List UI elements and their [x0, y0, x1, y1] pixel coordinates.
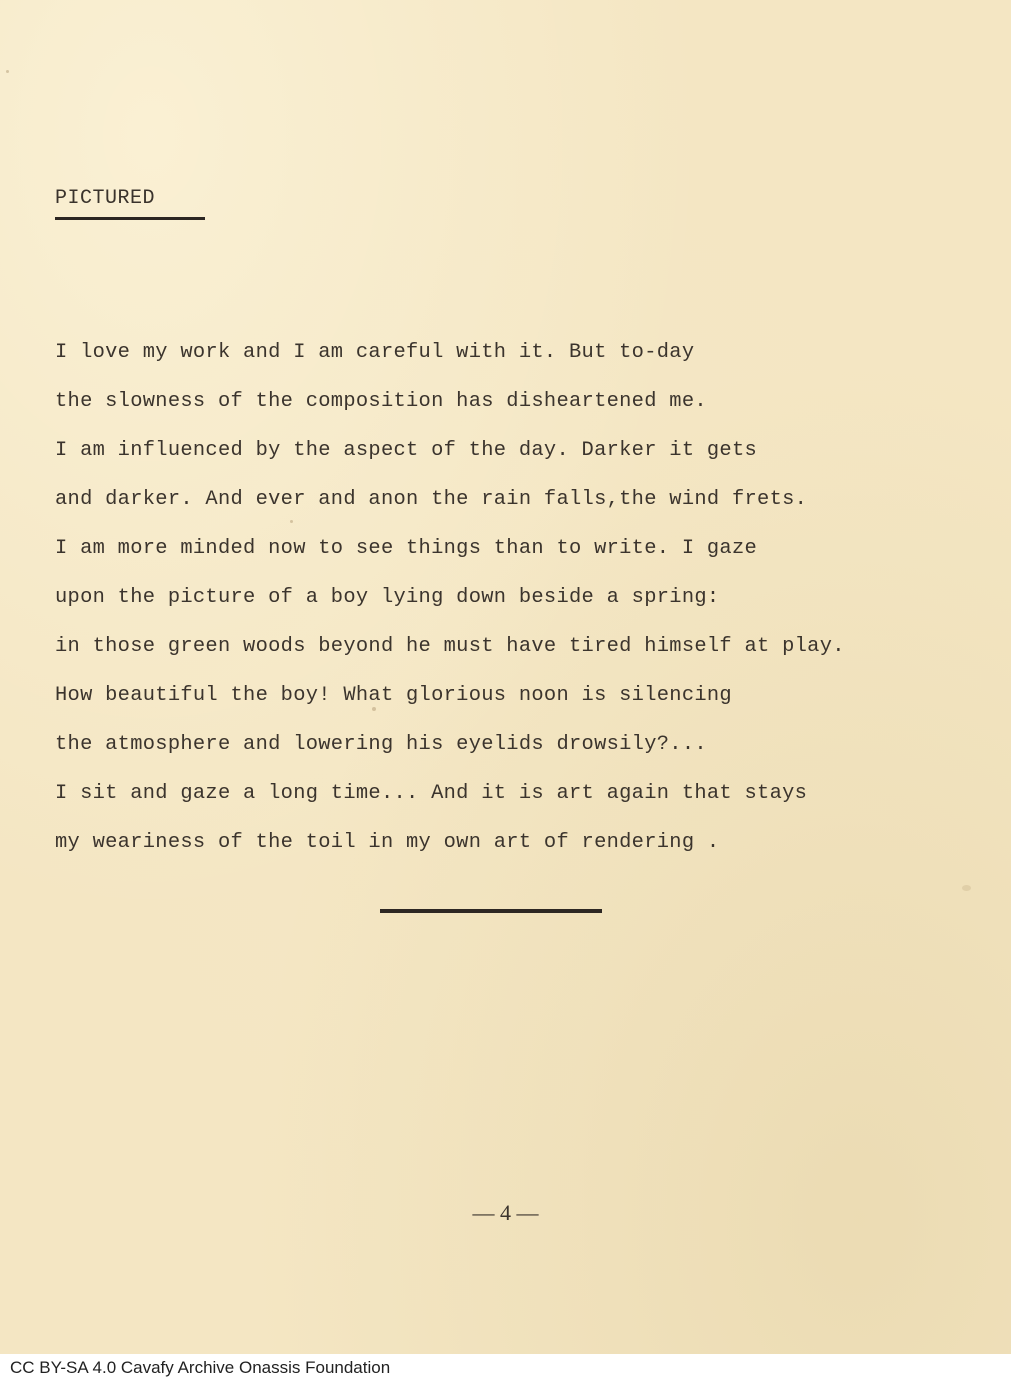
poem-line: upon the picture of a boy lying down beside a spring: — [55, 586, 720, 609]
paper-speck — [6, 70, 9, 73]
poem-line: How beautiful the boy! What glorious noon is silencing — [55, 684, 732, 707]
poem-line: I am more minded now to see things than to write. I gaze — [55, 537, 758, 560]
license-credit: CC BY-SA 4.0 Cavafy Archive Onassis Foundation — [10, 1358, 391, 1377]
poem-line: in those green woods beyond he must have tired himself at play. — [55, 635, 845, 658]
title-underline — [55, 217, 205, 220]
closing-rule — [380, 909, 602, 913]
poem-line: I love my work and I am careful with it. But to-day — [55, 341, 695, 364]
poem-line: I sit and gaze a long time... And it is art again that stays — [55, 782, 808, 805]
poem-line: I am influenced by the aspect of the day. Darker it gets — [55, 439, 758, 462]
poem-line: the atmosphere and lowering his eyelids drowsily?... — [55, 733, 707, 756]
poem-title: PICTURED — [55, 187, 156, 210]
paper-speck — [372, 707, 376, 711]
paper-speck — [290, 520, 293, 523]
poem-line: the slowness of the composition has disheartened me. — [55, 390, 707, 413]
poem-line: my weariness of the toil in my own art of rendering . — [55, 831, 720, 854]
page-number: — 4 — — [472, 1200, 539, 1225]
poem-line: and darker. And ever and anon the rain falls,the wind frets. — [55, 488, 808, 511]
paper-speck — [962, 885, 971, 891]
poem-body — [55, 335, 845, 874]
